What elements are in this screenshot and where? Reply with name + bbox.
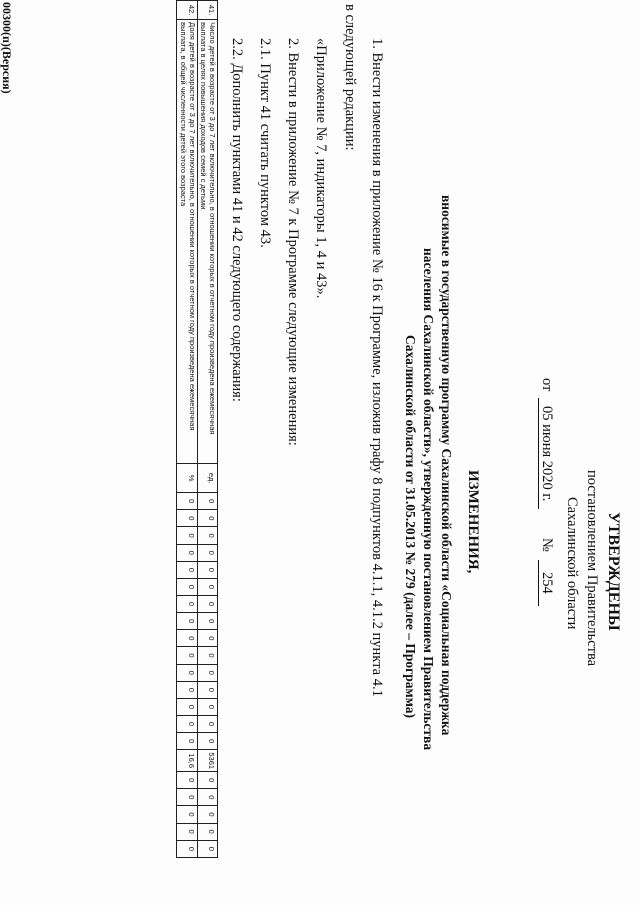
value-cell: 5361 [197, 750, 217, 772]
changes-subtitle-1: вносимые в государственную программу Сахалинской области «Социальная поддержка [439, 195, 454, 736]
unit-cell: ед. [197, 463, 217, 492]
paragraph-2-2: 2.2. Дополнить пунктами 41 и 42 следующего содержания: [229, 38, 245, 402]
paragraph-1: 1. Внести изменения в приложение № 16 к Программе, изложив графу 8 подпунктов 4.1.1, 4.1.2 пункта 4.1 [369, 38, 385, 697]
value-cell: 0 [197, 647, 217, 664]
value-cell: 0 [177, 544, 197, 561]
value-cell: 0 [177, 716, 197, 733]
value-cell: 0 [197, 716, 217, 733]
value-cell: 0 [197, 510, 217, 527]
indicators-table [177, 0, 219, 858]
value-cell: 0 [197, 733, 217, 750]
value-cell: 0 [197, 664, 217, 681]
approval-line2: Сахалинской области [564, 497, 580, 630]
approval-date: 05 июня 2020 г. [539, 398, 555, 509]
value-cell: 0 [177, 613, 197, 630]
paragraph-2: 2. Внести в приложение № 7 к Программе следующие изменения: [285, 38, 301, 446]
approval-from-label: от [539, 378, 555, 392]
value-cell: 0 [197, 561, 217, 578]
value-cell: 0 [177, 806, 197, 823]
value-cell: 0 [177, 840, 197, 857]
form-code: 00300(п)(Версия) [0, 2, 14, 94]
unit-cell: % [177, 463, 197, 492]
value-cell: 0 [177, 647, 197, 664]
paragraph-1-cont: в следующей редакции: [342, 4, 358, 151]
value-cell: 0 [197, 789, 217, 806]
value-cell: 0 [197, 493, 217, 510]
row-number: 41. [197, 1, 217, 20]
value-cell: 0 [177, 578, 197, 595]
value-cell: 0 [197, 840, 217, 857]
value-cell: 0 [177, 733, 197, 750]
indicator-name: Доля детей в возрасте от 3 до 7 лет включительно, в отношении которых в отчетном году произведена ежемесячная выплата, в общей численности детей этого возраста [177, 20, 197, 464]
value-cell: 0 [197, 596, 217, 613]
value-cell: 0 [197, 630, 217, 647]
value-cell: 0 [197, 823, 217, 840]
value-cell: 0 [177, 596, 197, 613]
value-cell: 0 [177, 789, 197, 806]
value-cell: 0 [197, 772, 217, 789]
value-cell: 0 [197, 806, 217, 823]
table-row [177, 1, 197, 858]
value-cell: 0 [177, 493, 197, 510]
changes-subtitle-3: Сахалинской области от 31.05.2013 № 279 (далее – Программа) [403, 335, 418, 719]
paragraph-1-quote: «Приложение № 7, индикаторы 1, 4 и 43». [313, 38, 329, 299]
table-row [197, 1, 217, 858]
indicator-name: Число детей в возрасте от 3 до 7 лет включительно, в отношении которых в отчетном году произведена ежемесячная выплата в целях повышения доходов семей с детьми [197, 20, 217, 464]
value-cell: 0 [197, 544, 217, 561]
row-number: 42. [177, 1, 197, 20]
paragraph-2-1: 2.1. Пункт 41 считать пунктом 43. [257, 38, 273, 248]
value-cell: 0 [177, 510, 197, 527]
approval-number-label: № [539, 538, 555, 552]
changes-subtitle-2: населения Сахалинской области», утвержденную постановлением Правительства [421, 248, 436, 751]
approval-line1: постановлением Правительства [584, 470, 600, 667]
value-cell: 0 [197, 578, 217, 595]
value-cell: 0 [197, 681, 217, 698]
value-cell: 0 [177, 527, 197, 544]
value-cell: 0 [197, 698, 217, 715]
value-cell: 0 [197, 527, 217, 544]
value-cell: 0 [177, 681, 197, 698]
value-cell: 0 [177, 561, 197, 578]
value-cell: 0 [177, 664, 197, 681]
value-cell: 0 [177, 698, 197, 715]
value-cell: 0 [177, 630, 197, 647]
value-cell: 0 [177, 823, 197, 840]
changes-title: ИЗМЕНЕНИЯ, [465, 470, 481, 574]
approval-title: УТВЕРЖДЕНЫ [605, 512, 622, 631]
value-cell: 0 [197, 613, 217, 630]
approval-number: 254 [539, 560, 555, 606]
value-cell: 0 [177, 772, 197, 789]
value-cell: 16,6 [177, 750, 197, 772]
